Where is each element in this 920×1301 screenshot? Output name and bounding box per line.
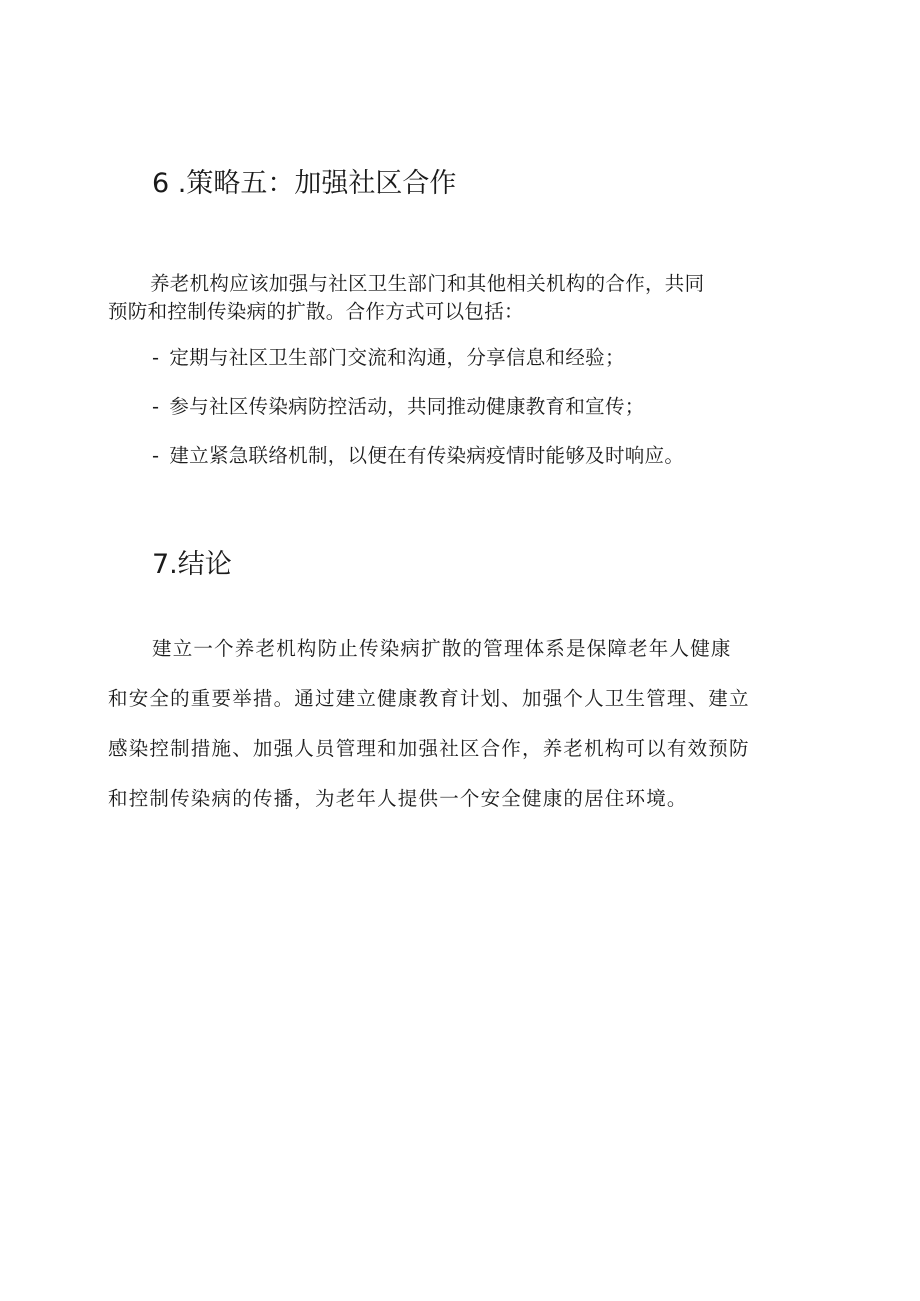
conclusion-line: 感染控制措施、加强人员管理和加强社区合作，养老机构可以有效预防 [108, 737, 750, 760]
bullet-dash: - [152, 346, 160, 369]
section-6-heading: 6 .策略五：加强社区合作 [152, 168, 457, 199]
intro-line: 预防和控制传染病的扩散。合作方式可以包括： [108, 300, 524, 323]
list-item-text: 定期与社区卫生部门交流和沟通，分享信息和经验； [169, 346, 625, 369]
list-item [152, 344, 625, 372]
intro-line: 养老机构应该加强与社区卫生部门和其他相关机构的合作，共同 [150, 272, 705, 295]
conclusion-line: 和安全的重要举措。通过建立健康教育计划、加强个人卫生管理、建立 [108, 687, 750, 710]
section-7-heading: 7.结论 [152, 549, 232, 580]
list-item-text: 建立紧急联络机制，以便在有传染病疫情时能够及时响应。 [169, 444, 685, 467]
conclusion-paragraph [108, 624, 828, 824]
list-item-text: 参与社区传染病防控活动，共同推动健康教育和宣传； [169, 395, 645, 418]
conclusion-line: 和控制传染病的传播，为老年人提供一个安全健康的居住环境。 [108, 787, 688, 810]
bullet-dash: - [152, 444, 160, 467]
list-item [152, 442, 684, 470]
list-item [152, 393, 645, 421]
section-6-intro-paragraph [108, 270, 808, 326]
bullet-dash: - [152, 395, 160, 418]
conclusion-line: 建立一个养老机构防止传染病扩散的管理体系是保障老年人健康 [152, 637, 732, 660]
